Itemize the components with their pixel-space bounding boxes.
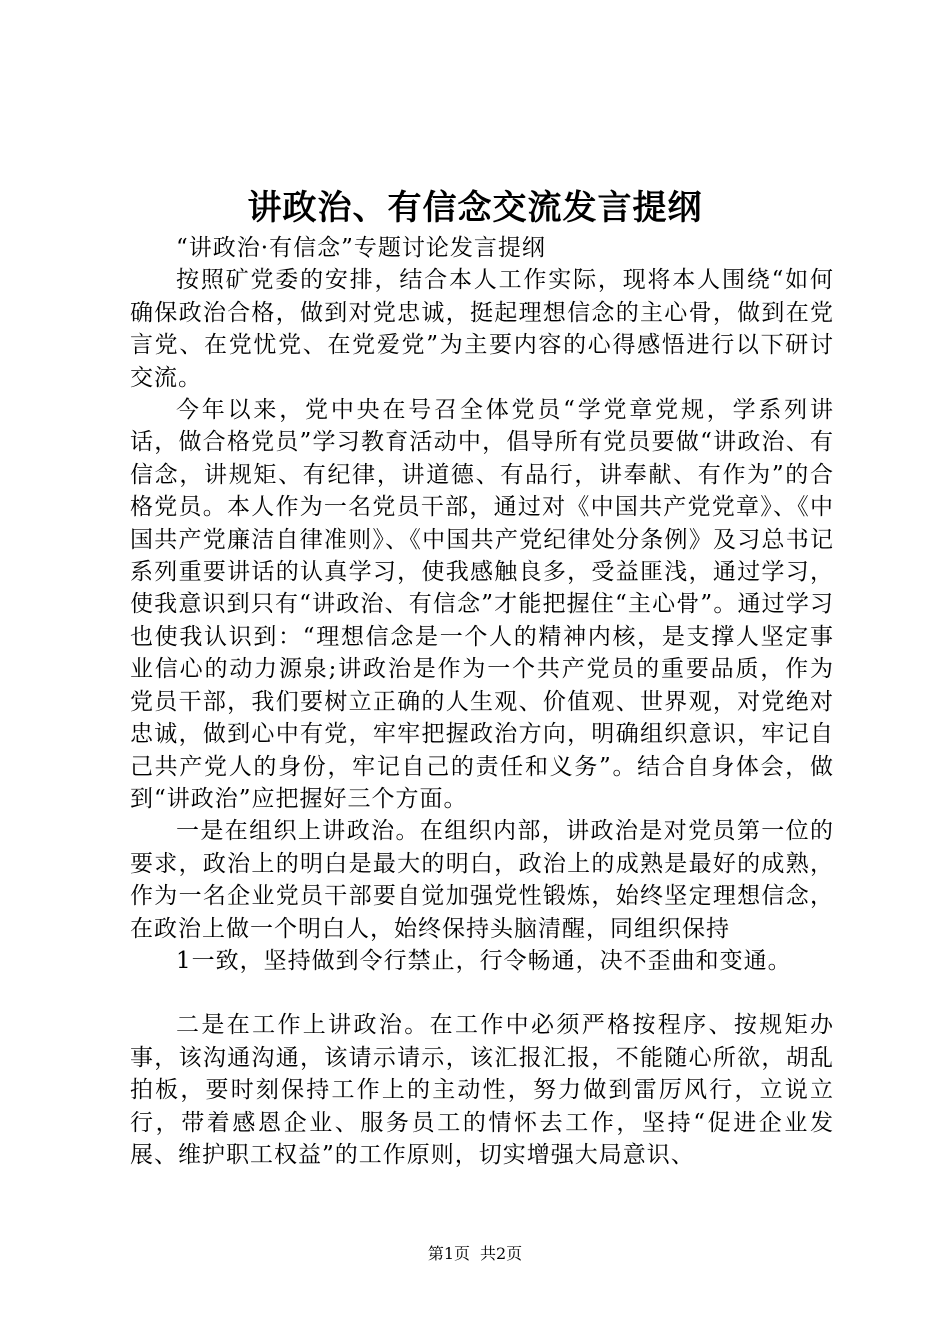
body-paragraph-work: 二是在工作上讲政治。在工作中必须严格按程序、按规矩办事，该沟通沟通，该请示请示，该汇报汇报，不能随心所欲，胡乱拍板，要时刻保持工作上的主动性，努力做到雷厉风行，立说立行，带着感恩企业、服务员工的情怀去工作，坚持“促进企业发展、维护职工权益”的工作原则，切实增强大局意识、: [130, 1012, 834, 1168]
body-paragraph-organization: 一是在组织上讲政治。在组织内部，讲政治是对党员第一位的要求，政治上的明白是最大的明白，政治上的成熟是最好的成熟，作为一名企业党员干部要自觉加强党性锻炼，始终坚定理想信念，在政治上做一个明白人，始终保持头脑清醒，同组织保持: [130, 818, 834, 942]
intro-paragraph: 按照矿党委的安排，结合本人工作实际，现将本人围绕“如何确保政治合格，做到对党忠诚，挺起理想信念的主心骨，做到在党言党、在党忧党、在党爱党”为主要内容的心得感悟进行以下研讨交流。: [130, 267, 834, 391]
page-total: 共2页: [480, 1244, 523, 1263]
subtitle-paragraph: “讲政治·有信念”专题讨论发言提纲: [176, 235, 546, 261]
page-number: 第1页: [427, 1244, 470, 1263]
body-paragraph-continuation: 1一致，坚持做到令行禁止，行令畅通，决不歪曲和变通。: [176, 947, 792, 974]
document-title: 讲政治、有信念交流发言提纲: [247, 188, 703, 228]
body-paragraph-study: 今年以来，党中央在号召全体党员“学党章党规，学系列讲话，做合格党员”学习教育活动中，倡导所有党员要做“讲政治、有信念，讲规矩、有纪律，讲道德、有品行，讲奉献、有作为”的合格党员。本人作为一名党员干部，通过对《中国共产党党章》、《中国共产党廉洁自律准则》、《中国共产党纪律处分条例》及习总书记系列重要讲话的认真学习，使我感触良多，受益匪浅，通过学习，使我意识到只有“讲政治、有信念”才能把握住“主心骨”。通过学习也使我认识到：“理想信念是一个人的精神内核，是支撑人坚定事业信心的动力源泉;讲政治是作为一个共产党员的重要品质，作为党员干部，我们要树立正确的人生观、价值观、世界观，对党绝对忠诚，做到心中有党，牢牢把握政治方向，明确组织意识，牢记自己共产党人的身份，牢记自己的责任和义务”。结合自身体会，做到“讲政治”应把握好三个方面。: [130, 397, 834, 812]
page-footer: [0, 1243, 950, 1265]
document-body: [130, 232, 834, 1171]
